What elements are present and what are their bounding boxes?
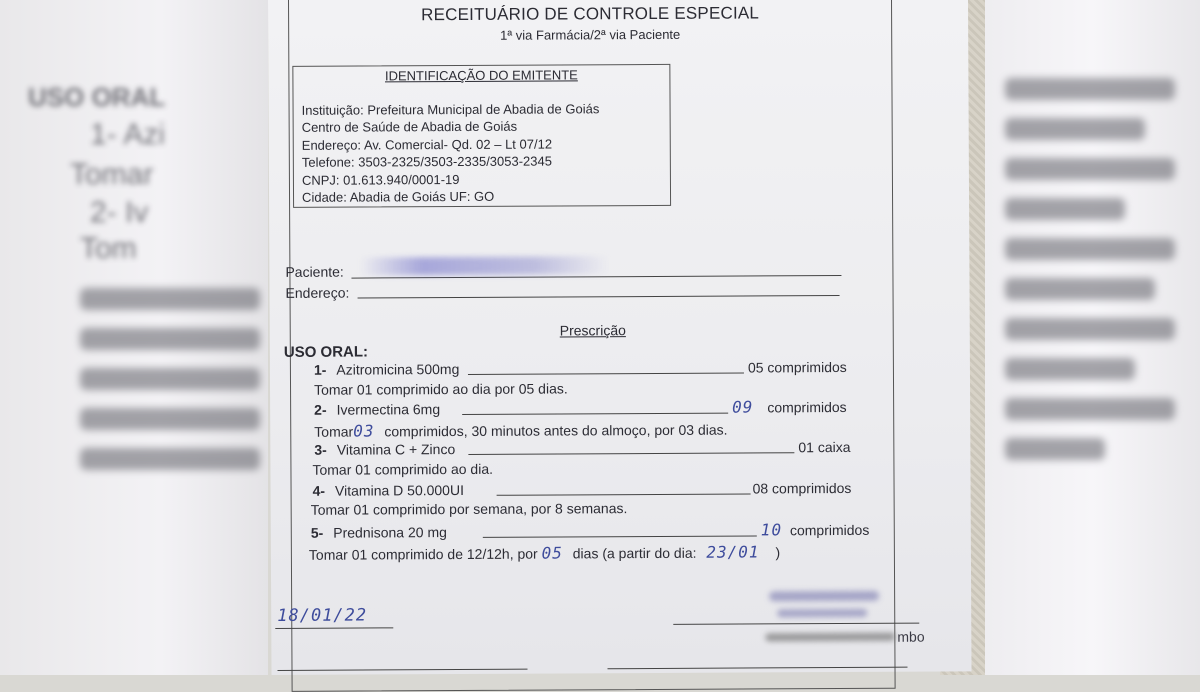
handwritten-date: 18/01/22 xyxy=(277,605,368,626)
item-number: 1- xyxy=(313,361,327,378)
handwritten-days: 05 xyxy=(541,543,563,563)
issuer-phone: Telefone: 3503-2325/3503-2335/3053-2345 xyxy=(301,153,552,170)
blurred-lines xyxy=(80,270,260,488)
issuer-heading: IDENTIFICAÇÃO DO EMITENTE xyxy=(384,67,578,84)
prescription-item xyxy=(314,441,455,458)
prescription-item xyxy=(311,524,447,541)
blurred-lines xyxy=(1005,60,1175,478)
item-instructions: Tomar 01 comprimido ao dia. xyxy=(312,460,494,478)
drug-name: Vitamina C + Zinco xyxy=(336,441,456,458)
item-instructions xyxy=(309,542,780,563)
blurred-background-right xyxy=(985,0,1200,675)
item-quantity xyxy=(761,520,870,540)
item-instructions: Tomar 01 comprimido ao dia por 05 dias. xyxy=(313,380,568,398)
signer-name-suffix: mbo xyxy=(897,628,925,645)
item-quantity: 01 caixa xyxy=(798,438,851,456)
blurred-fragment: USO ORAL xyxy=(28,82,166,112)
item-quantity: 08 comprimidos xyxy=(752,479,852,497)
issuer-address: Endereço: Av. Comercial- Qd. 02 – Lt 07/12 xyxy=(301,136,553,153)
handwritten-quantity: 09 xyxy=(732,397,754,417)
issuer-health-center: Centro de Saúde de Abadia de Goiás xyxy=(301,118,518,135)
blurred-background-left xyxy=(0,0,268,675)
closing-parenthesis: ) xyxy=(775,544,781,561)
item-instructions: Tomar 01 comprimido por semana, por 8 semanas. xyxy=(310,500,628,518)
item-instructions xyxy=(314,420,727,441)
prescription-item xyxy=(314,401,440,418)
item-quantity xyxy=(732,397,847,417)
prescription-item xyxy=(313,482,464,499)
issuer-cnpj: CNPJ: 01.613.940/0001-19 xyxy=(301,171,460,188)
drug-name: Vitamina D 50.000UI xyxy=(334,481,465,499)
handwritten-start-date: 23/01 xyxy=(706,542,760,562)
item-number: 4- xyxy=(312,482,326,499)
patient-address-label: Endereço: xyxy=(285,284,350,301)
instruction-text: dias (a partir do dia: xyxy=(572,544,697,562)
blurred-fragment: 1- Azi xyxy=(90,118,166,151)
patient-name-label: Paciente: xyxy=(285,263,344,280)
blurred-fragment: 2- Iv xyxy=(90,196,149,229)
handwritten-count: 03 xyxy=(353,421,375,441)
issuer-institution: Instituição: Prefeitura Municipal de Abadia de Goiás xyxy=(301,101,600,118)
prescription-heading: Prescrição xyxy=(559,322,626,339)
signature-redaction xyxy=(777,609,867,617)
signer-name-redaction xyxy=(765,633,895,642)
issuer-city: Cidade: Abadia de Goiás UF: GO xyxy=(301,188,495,205)
signature-redaction xyxy=(769,591,879,602)
drug-name: Prednisona 20 mg xyxy=(333,524,447,541)
item-number: 3- xyxy=(314,441,327,458)
patient-name-redaction xyxy=(359,256,609,275)
instruction-text: Tomar 01 comprimido de 12/12h, por xyxy=(308,545,538,563)
item-quantity: 05 comprimidos xyxy=(747,358,847,376)
instruction-text: comprimidos, 30 minutos antes do almoço, por 03 dias. xyxy=(384,421,728,440)
quantity-unit: comprimidos xyxy=(767,398,847,416)
prescription-item xyxy=(314,361,459,378)
blurred-fragment: Tomar xyxy=(70,158,154,191)
form-title: RECEITUÁRIO DE CONTROLE ESPECIAL xyxy=(421,3,760,25)
blurred-fragment: Tom xyxy=(80,232,137,265)
prescription-paper xyxy=(268,0,972,675)
instruction-text: Tomar xyxy=(314,423,354,440)
item-number: 5- xyxy=(310,524,324,541)
issuer-identification-box xyxy=(292,64,671,208)
handwritten-quantity: 10 xyxy=(760,520,783,540)
form-subtitle: 1ª via Farmácia/2ª via Paciente xyxy=(500,26,681,43)
drug-name: Azitromicina 500mg xyxy=(336,361,460,378)
administration-route: USO ORAL: xyxy=(283,343,369,361)
drug-name: Ivermectina 6mg xyxy=(336,401,441,418)
quantity-unit: comprimidos xyxy=(789,521,870,539)
item-number: 2- xyxy=(314,401,327,418)
